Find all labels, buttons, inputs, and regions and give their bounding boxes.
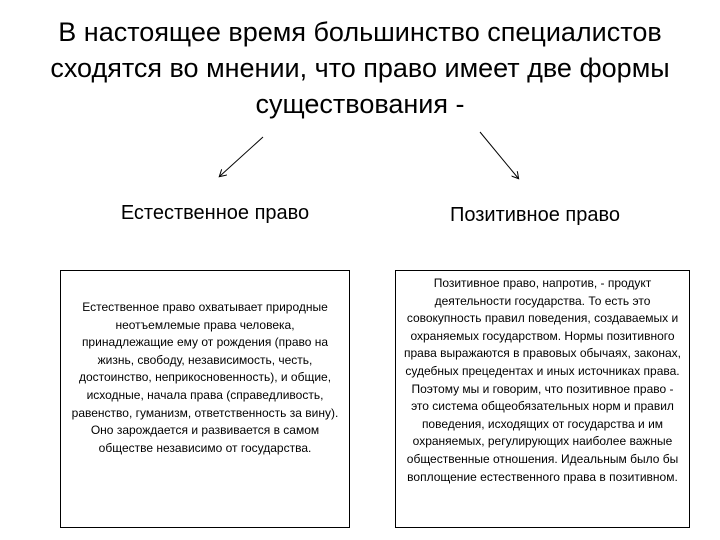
- heading-positive-law: [430, 200, 640, 230]
- heading-natural-law-text: Естественное право: [120, 202, 310, 224]
- positive-law-box: [395, 270, 690, 528]
- heading-natural-law: [110, 198, 320, 228]
- natural-law-description: Естественное право охватывает природные неотъемлемые права человека, принадлежащие ему от рождения (право на жизнь, свободу, независимость, честь, достоинство, неприкосновенность), и общие, исходные, начала права (справедливость, равенство, гуманизм, ответственность за вину). Оно зарождается и развивается в самом обществе независимо от государства.: [71, 300, 339, 455]
- heading-positive-law-text: Позитивное право: [449, 204, 621, 226]
- natural-law-box: [60, 270, 350, 528]
- arrow-left: [220, 137, 263, 176]
- arrow-right: [480, 132, 518, 178]
- slide-title: В настоящее время большинство специалистов сходятся во мнении, что право имеет две формы существования -: [50, 17, 670, 119]
- positive-law-description: Позитивное право, напротив, - продукт деятельности государства. То есть это совокупность правил поведения, создаваемых и охраняемых государством. Нормы позитивного права выражаются в правовых обычаях, законах, судебных прецедентах и иных источниках права. Поэтому мы и говорим, что позитивное право - это система общеобязательных норм и правил поведения, исходящих от государства и им охраняемых, регулирующих наиболее важные общественные отношения. Идеальным было бы воплощение естественного права в позитивном.: [404, 276, 682, 484]
